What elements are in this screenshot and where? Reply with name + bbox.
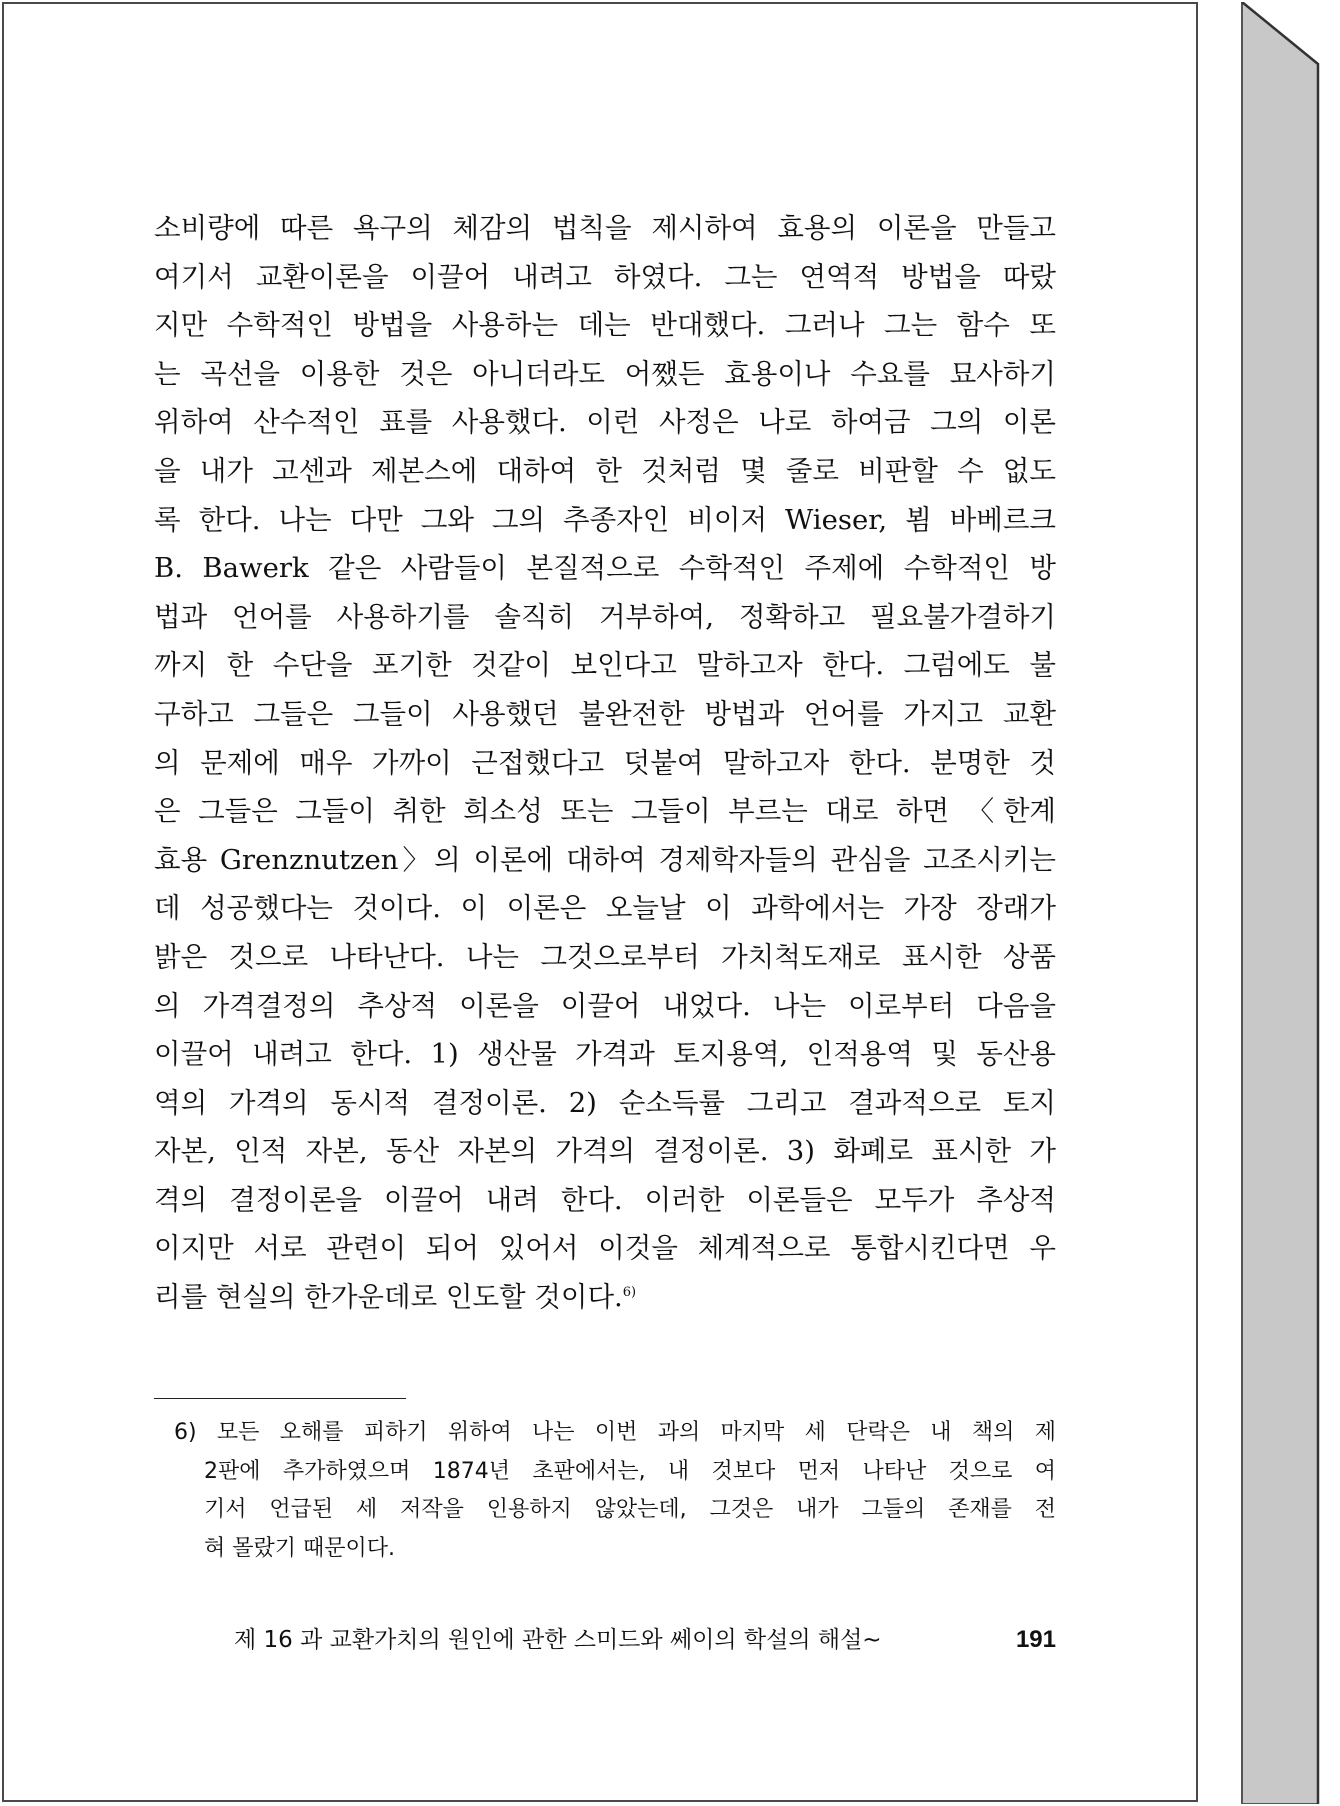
footnote-line: 기서 언급된 세 저작을 인용하지 않았는데, 그것은 내가 그들의 존재를 전 (204, 1497, 1056, 1522)
body-line: 구하고 그들은 그들이 사용했던 불완전한 방법과 언어를 가지고 교환 (154, 697, 1056, 730)
body-line: 위하여 산수적인 표를 사용했다. 이런 사정은 나로 하여금 그의 이론 (154, 406, 1056, 439)
body-line: 은 그들은 그들이 취한 희소성 또는 그들이 부르는 대로 하면 〈한계 (154, 795, 1056, 828)
running-footer (234, 1622, 1056, 1658)
body-line: 까지 한 수단을 포기한 것같이 보인다고 말하고자 한다. 그럼에도 불 (154, 649, 1056, 682)
body-line: 의 문제에 매우 가까이 근접했다고 덧붙여 말하고자 한다. 분명한 것 (154, 746, 1056, 779)
body-line: 역의 가격의 동시적 결정이론. 2) 순소득률 그리고 결과적으로 토지 (154, 1086, 1056, 1119)
body-line: 자본, 인적 자본, 동산 자본의 가격의 결정이론. 3) 화폐로 표시한 가 (154, 1135, 1056, 1168)
footnote-line: 6) 모든 오해를 피하기 위하여 나는 이번 과의 마지막 세 단락은 내 책의 제 (174, 1420, 1056, 1445)
footnote-line: 2판에 추가하였으며 1874년 초판에서는, 내 것보다 먼저 나타난 것으로 여 (204, 1458, 1056, 1484)
body-line: 는 곡선을 이용한 것은 아니더라도 어쨌든 효용이나 수요를 묘사하기 (154, 357, 1056, 390)
footnote-divider (154, 1398, 406, 1399)
body-line-text: 리를 현실의 한가운데로 인도할 것이다. (154, 1281, 623, 1314)
body-line: 이끌어 내려고 한다. 1) 생산물 가격과 토지용역, 인적용역 및 동산용 (154, 1038, 1056, 1071)
body-line: 지만 수학적인 방법을 사용하는 데는 반대했다. 그러나 그는 함수 또 (154, 309, 1056, 342)
body-line: 이지만 서로 관련이 되어 있어서 이것을 체계적으로 통합시킨다면 우 (154, 1232, 1056, 1265)
body-line: 록 한다. 나는 다만 그와 그의 추종자인 비이저 Wieser, 뵘 바베르크 (154, 503, 1056, 536)
body-line-last (154, 1273, 1056, 1322)
body-line: 데 성공했다는 것이다. 이 이론은 오늘날 이 과학에서는 가장 장래가 (154, 892, 1056, 925)
page-number: 191 (1015, 1626, 1056, 1653)
body-paragraph (154, 204, 1056, 1322)
body-line: 밝은 것으로 나타난다. 나는 그것으로부터 가치척도재로 표시한 상품 (154, 940, 1056, 973)
book-page (2, 2, 1198, 1802)
footnote-reference[interactable]: 6) (622, 1285, 637, 1301)
body-line: 법과 언어를 사용하기를 솔직히 거부하여, 정확하고 필요불가결하기 (154, 600, 1056, 633)
running-title: 제 16 과 교환가치의 원인에 관한 스미드와 쎄이의 학설의 해설~ (234, 1627, 882, 1653)
body-line: 을 내가 고센과 제본스에 대하여 한 것처럼 몇 줄로 비판할 수 없도 (154, 454, 1056, 487)
body-line: 격의 결정이론을 이끌어 내려 한다. 이러한 이론들은 모두가 추상적 (154, 1183, 1056, 1216)
book-side-edge (1196, 2, 1338, 1804)
body-line: 효용 Grenznutzen〉의 이론에 대하여 경제학자들의 관심을 고조시키는 (154, 843, 1056, 876)
body-line: 의 가격결정의 추상적 이론을 이끌어 내었다. 나는 이로부터 다음을 (154, 989, 1056, 1022)
footnote-line: 혀 몰랐기 때문이다. (204, 1535, 395, 1561)
body-line: B. Bawerk 같은 사람들이 본질적으로 수학적인 주제에 수학적인 방 (154, 552, 1056, 585)
footnote (154, 1414, 1056, 1568)
body-line: 소비량에 따른 욕구의 체감의 법칙을 제시하여 효용의 이론을 만들고 (154, 212, 1056, 244)
body-line: 여기서 교환이론을 이끌어 내려고 하였다. 그는 연역적 방법을 따랐 (154, 260, 1056, 293)
